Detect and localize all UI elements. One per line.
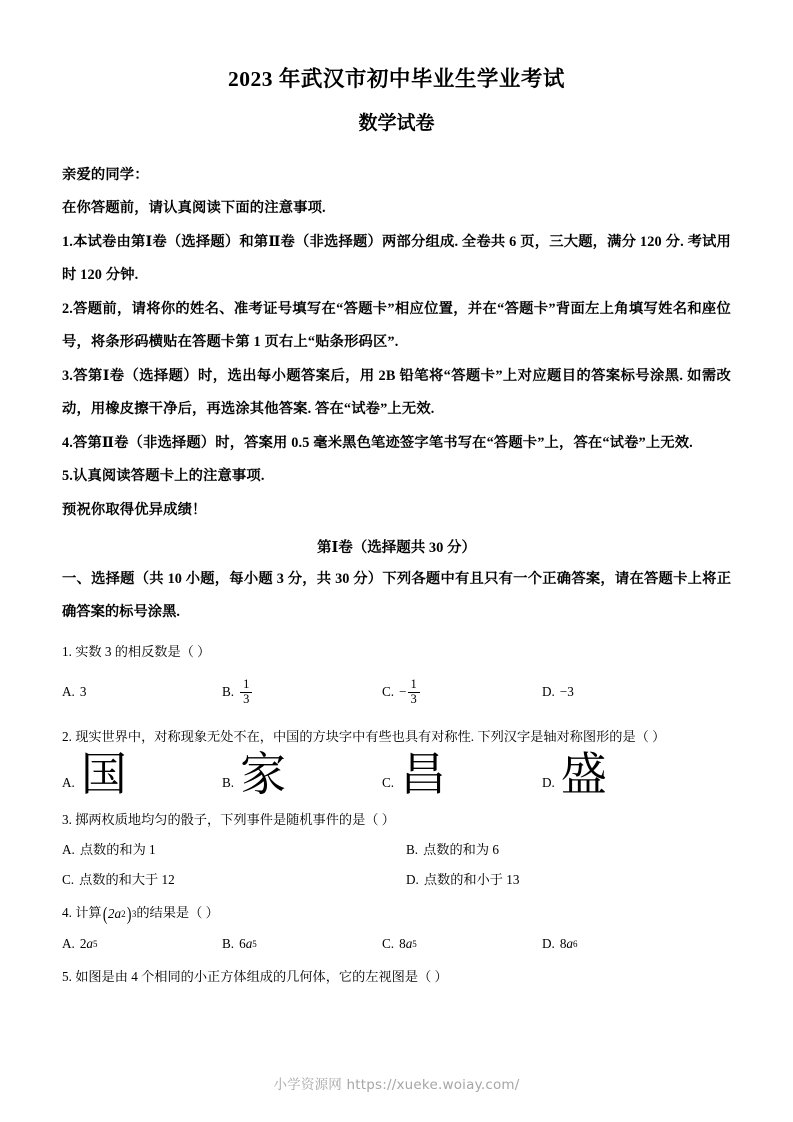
question-3-option-b[interactable] — [406, 840, 750, 860]
hanzi-glyph-guo: 国 — [80, 747, 127, 802]
question-4 — [62, 903, 731, 954]
option-label: B. — [222, 775, 235, 791]
notice-item-4: 4.答第Ⅱ卷（非选择题）时，答案用 0.5 毫米黑色笔迹签字笔书写在“答题卡”上，答在“试卷”上无效. — [62, 434, 693, 451]
notice-item-2: 2.答题前，请将你的姓名、准考证号填写在“答题卡”相应位置，并在“答题卡”背面左上角填写姓名和座位号，将条形码横贴在答题卡第 1 页右上“贴条形码区”. — [62, 300, 731, 351]
fraction-one-third — [408, 678, 420, 706]
fraction-denominator: 3 — [240, 692, 252, 707]
question-1-option-a[interactable] — [62, 670, 222, 714]
fraction-numerator: 1 — [410, 677, 417, 692]
notice-item-3: 3.答第Ⅰ卷（选择题）时，选出每小题答案后，用 2B 铅笔将“答题卡”上对应题目的答案标号涂黑. 如需改动，用橡皮擦干净后，再选涂其他答案. 答在“试卷”上无效. — [62, 367, 731, 418]
question-3-option-a[interactable] — [62, 840, 406, 860]
question-4-options — [62, 934, 731, 954]
question-4-option-d[interactable]: D. 8 a 6 — [542, 934, 702, 954]
question-3-option-c[interactable] — [62, 870, 406, 890]
question-3-options-row-2 — [62, 870, 731, 890]
question-2 — [62, 727, 731, 802]
question-3-option-d[interactable] — [406, 870, 750, 890]
option-label: B. — [406, 842, 419, 858]
question-2-number: 2. — [62, 729, 72, 745]
question-1-stem — [62, 642, 731, 662]
option-label: A. — [62, 936, 75, 952]
question-1-option-d[interactable] — [542, 670, 702, 714]
option-label: D. — [542, 684, 555, 700]
right-paren: ) — [126, 903, 132, 925]
question-2-text: 现实世界中，对称现象无处不在，中国的方块字中有些也具有对称性. 下列汉字是轴对称图形的是（ ） — [75, 729, 666, 745]
question-1-number: 1. — [62, 644, 72, 660]
question-3-stem — [62, 810, 731, 830]
left-paren: ( — [102, 903, 108, 925]
minus-sign: − — [399, 684, 407, 700]
question-5-stem — [62, 967, 731, 987]
question-2-option-d[interactable] — [542, 747, 702, 802]
section-heading: 第Ⅰ卷（选择题共 30 分） — [316, 540, 477, 557]
option-label: B. — [222, 936, 235, 952]
fraction-numerator: 1 — [243, 677, 250, 692]
option-value: 点数的和为 1 — [79, 842, 156, 858]
option-label: C. — [382, 775, 395, 791]
hanzi-glyph-chang: 昌 — [400, 747, 447, 802]
hanzi-glyph-sheng: 盛 — [560, 747, 607, 802]
option-label: C. — [62, 872, 75, 888]
power-expression: ( 2a 2 ) 3 — [102, 903, 137, 925]
option-value: 点数的和小于 13 — [423, 872, 520, 888]
notice-block — [62, 159, 731, 528]
question-3 — [62, 810, 731, 890]
question-4-text-suffix: 的结果是（ ） — [136, 905, 219, 921]
fraction-one-third — [240, 678, 252, 706]
question-2-options — [62, 747, 731, 802]
question-4-option-c[interactable]: C. 8 a 5 — [382, 934, 542, 954]
question-1-option-c[interactable] — [382, 670, 542, 714]
question-4-stem — [62, 903, 731, 924]
option-label: A. — [62, 684, 75, 700]
notice-closing: 预祝你取得优异成绩！ — [62, 501, 207, 518]
question-5-text: 如图是由 4 个相同的小正方体组成的几何体，它的左视图是（ ） — [75, 969, 448, 985]
option-variable: a — [86, 936, 94, 952]
option-coefficient: 6 — [239, 936, 246, 952]
question-1 — [62, 642, 731, 714]
question-4-text-prefix: 计算 — [75, 905, 102, 921]
question-2-option-a[interactable] — [62, 747, 222, 802]
fraction-denominator: 3 — [408, 692, 420, 707]
option-label: D. — [406, 872, 419, 888]
option-label: A. — [62, 842, 75, 858]
question-5 — [62, 967, 731, 987]
notice-item-5: 5.认真阅读答题卡上的注意事项. — [62, 468, 265, 485]
option-coefficient: 8 — [399, 936, 406, 952]
option-value: 点数的和为 6 — [423, 842, 499, 858]
option-value: 3 — [79, 684, 87, 700]
option-label: C. — [382, 936, 395, 952]
option-variable: a — [245, 936, 253, 952]
option-label: D. — [542, 775, 555, 791]
question-1-option-b[interactable] — [222, 670, 382, 714]
option-label: C. — [382, 684, 395, 700]
question-1-text: 实数 3 的相反数是（ ） — [75, 644, 211, 660]
question-1-options — [62, 670, 731, 714]
page-subtitle: 数学试卷 — [358, 113, 435, 135]
option-value: 点数的和大于 12 — [79, 872, 175, 888]
question-2-option-b[interactable] — [222, 747, 382, 802]
question-3-options-row-1 — [62, 840, 731, 860]
question-4-option-a[interactable]: A. 2 a 5 — [62, 934, 222, 954]
question-3-text: 掷两枚质地均匀的骰子，下列事件是随机事件的是（ ） — [75, 812, 395, 828]
footer-watermark: 小学资源网 https://xueke.woiay.com/ — [273, 1077, 520, 1093]
option-coefficient: 2 — [79, 936, 87, 952]
question-2-stem — [62, 727, 731, 747]
option-variable: a — [566, 936, 574, 952]
option-variable: a — [405, 936, 413, 952]
power-base: 2a — [107, 906, 122, 922]
option-value: −3 — [559, 684, 574, 700]
option-label: A. — [62, 775, 75, 791]
question-5-number: 5. — [62, 969, 72, 985]
option-label: B. — [222, 684, 235, 700]
question-3-number: 3. — [62, 812, 72, 828]
option-coefficient: 8 — [559, 936, 567, 952]
question-4-option-b[interactable]: B. 6 a 5 — [222, 934, 382, 954]
hanzi-glyph-jia: 家 — [240, 747, 287, 802]
question-4-number: 4. — [62, 905, 72, 921]
page-title: 2023 年武汉市初中毕业生学业考试 — [228, 67, 565, 91]
question-2-option-c[interactable] — [382, 747, 542, 802]
notice-intro: 在你答题前，请认真阅读下面的注意事项. — [62, 200, 326, 217]
notice-salutation: 亲爱的同学： — [62, 166, 149, 183]
option-label: D. — [542, 936, 555, 952]
notice-item-1: 1.本试卷由第Ⅰ卷（选择题）和第Ⅱ卷（非选择题）两部分组成. 全卷共 6 页，三大题，满分 120 分. 考试用时 120 分钟. — [62, 233, 731, 284]
section-intro: 一、选择题（共 10 小题，每小题 3 分，共 30 分）下列各题中有且只有一个正确答案，请在答题卡上将正确答案的标号涂黑. — [62, 571, 731, 621]
